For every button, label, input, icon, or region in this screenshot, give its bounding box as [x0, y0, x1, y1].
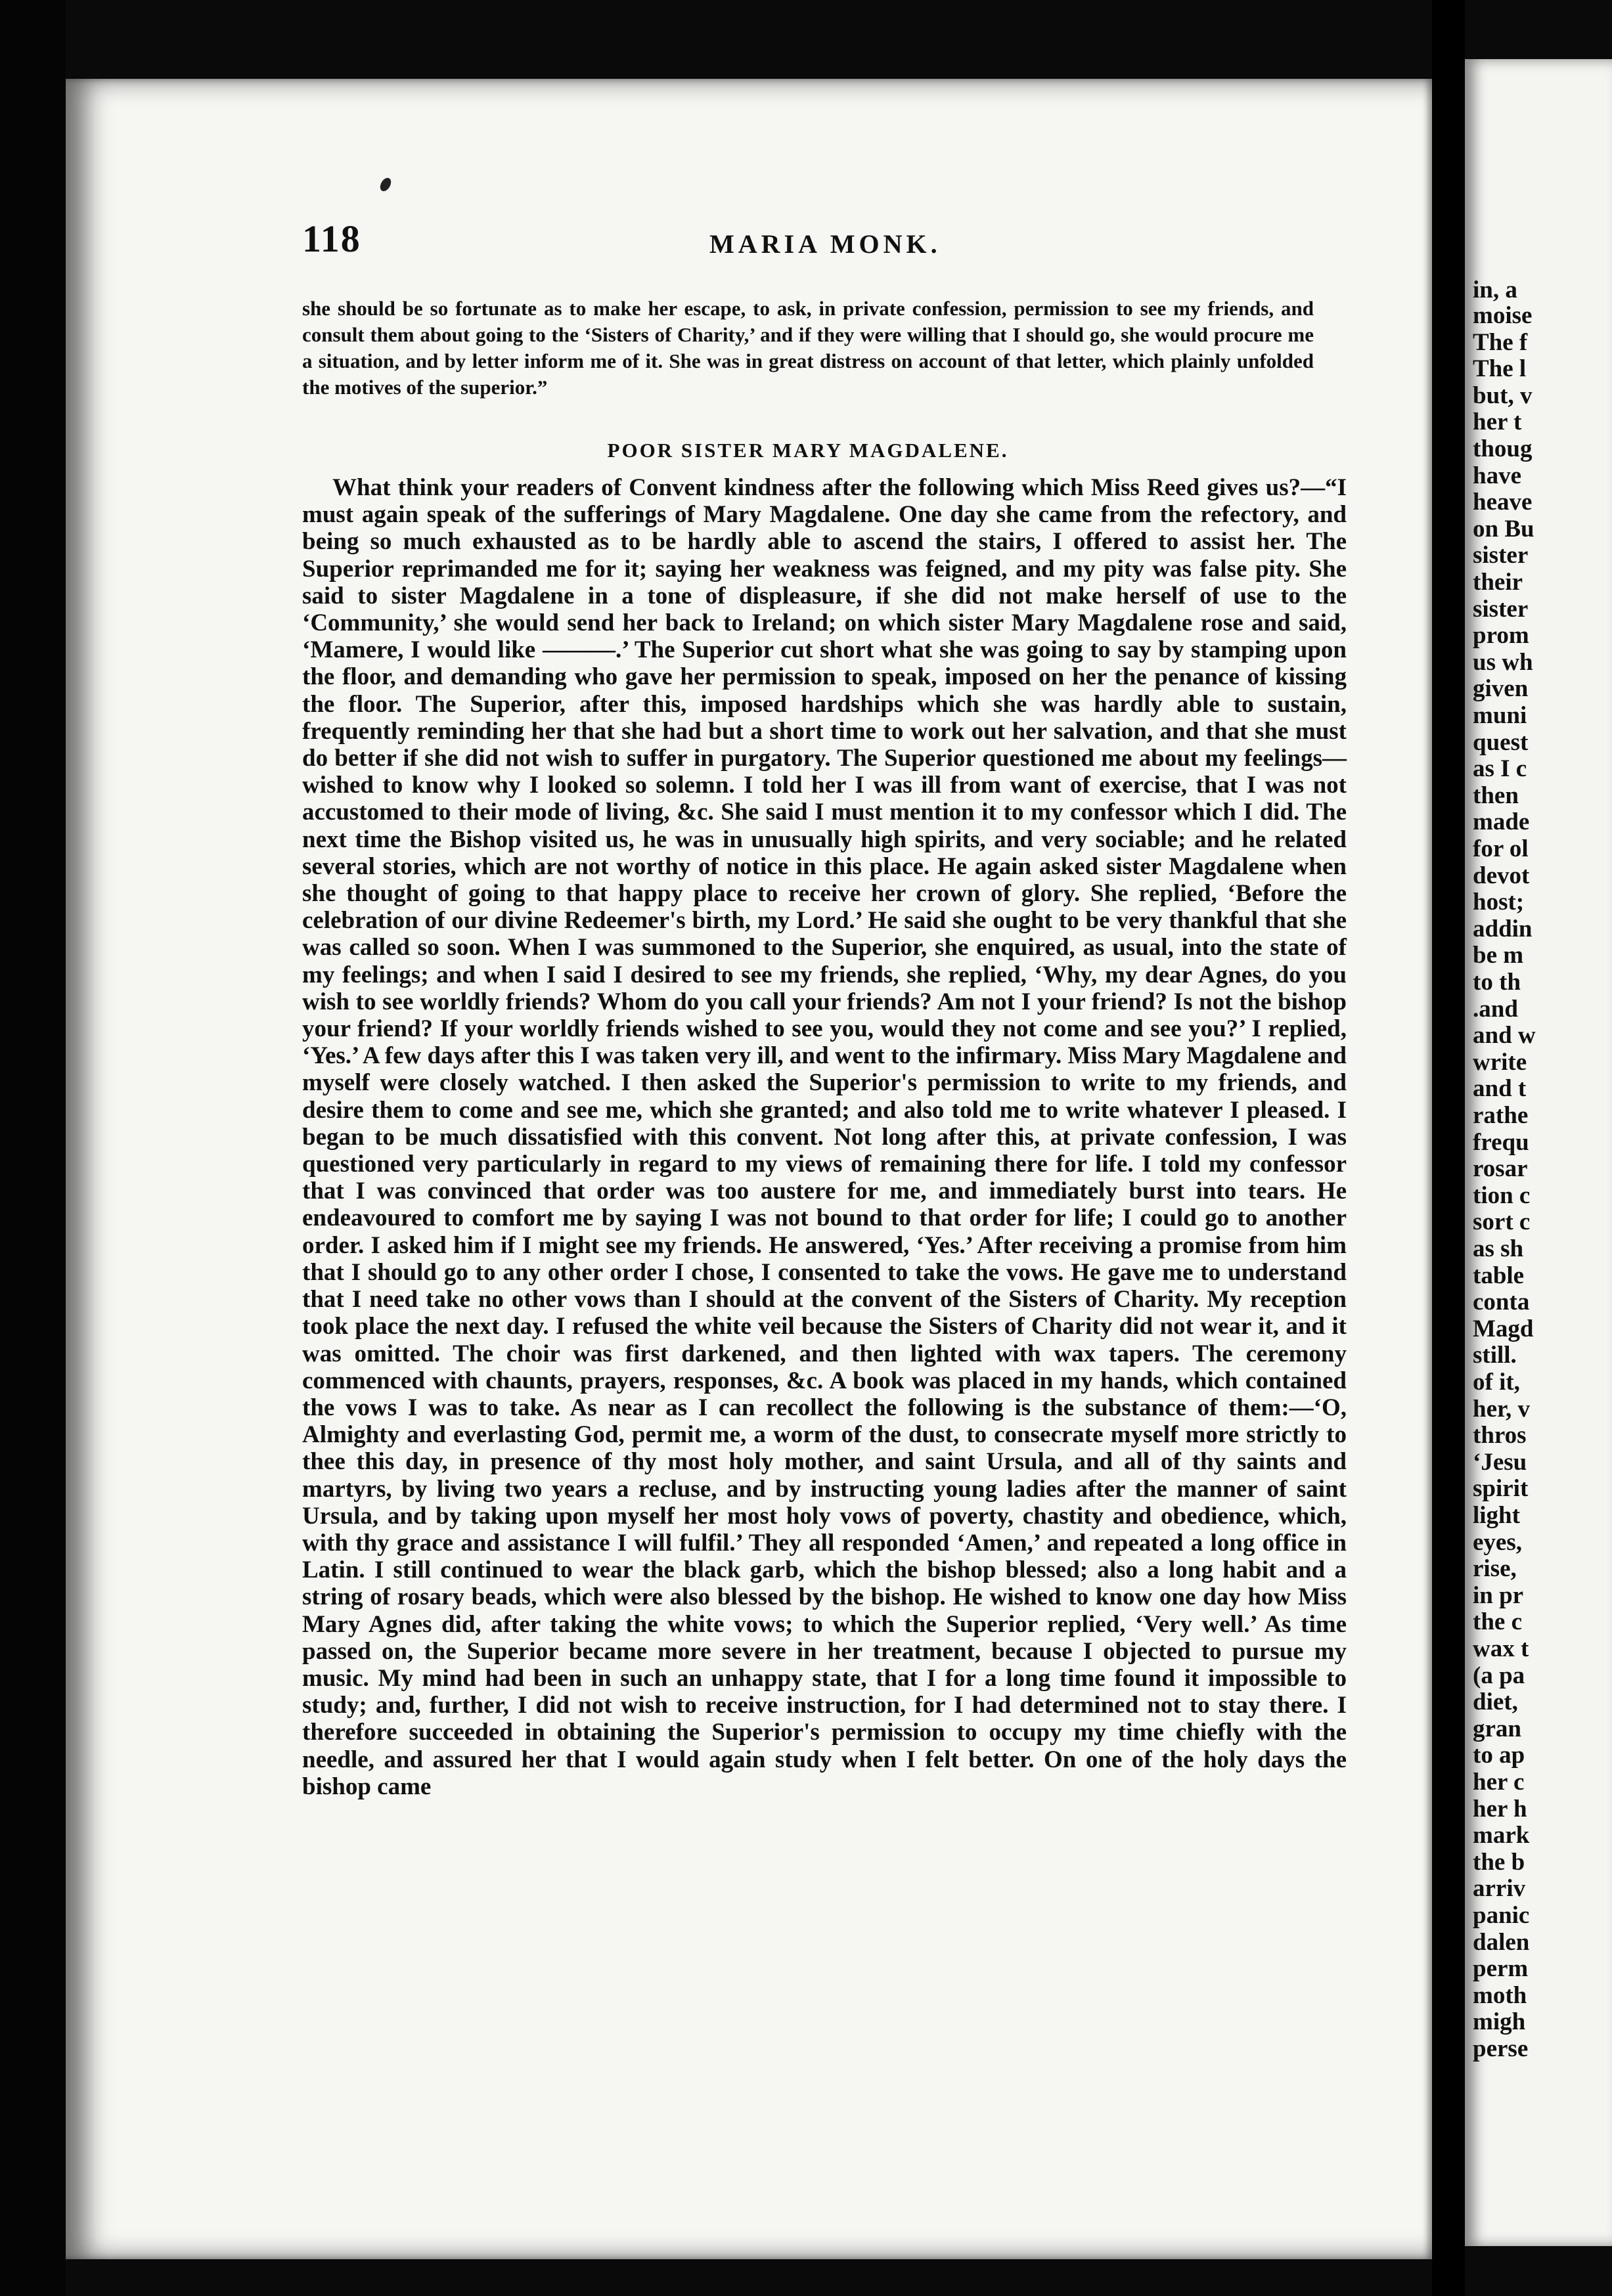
facing-page-line: her t — [1473, 408, 1522, 436]
facing-page-line: thros — [1473, 1422, 1527, 1449]
facing-page-line: write — [1473, 1048, 1527, 1076]
running-head: MARIA MONK. — [709, 229, 941, 259]
facing-page-line: for ol — [1473, 835, 1529, 862]
facing-page-line: perse — [1473, 2035, 1529, 2062]
facing-page-line: .and — [1473, 995, 1518, 1023]
book-gutter — [1432, 0, 1465, 2296]
facing-page-line: but, v — [1473, 382, 1533, 409]
facing-page-line: ‘Jesu — [1473, 1448, 1527, 1476]
facing-page-line: tion c — [1473, 1181, 1531, 1209]
facing-page-line: as sh — [1473, 1235, 1524, 1262]
body-paragraph: What think your readers of Convent kindness after the following which Miss Reed gives us?—“I must again speak of the sufferings of Mary Magdalene. One day she came from the refectory, and being so much exhausted as to be hardly able to ascend the stairs, I offered to assist her. The Superior reprimanded me for it; saying her weakness was feigned, and my pity was false pity. She said to sister Magdalene in a tone of displeasure, if she did not make herself of use to the ‘Community,’ she would send her back to Ireland; on which sister Mary Magdalene rose and said, ‘Mamere, I would like ———.’ The Superior cut short what she was going to say by stamping upon the floor, and demanding who gave her permission to speak, imposed on her the penance of kissing the floor. The Superior, after this, imposed hardships which she was hardly able to sustain, frequently reminding her that she had but a short time to work out her salvation, and that she must do better if she did not wish to suffer in purgatory. The Superior questioned me about my feelings—wished to know why I looked so solemn. I told her I was ill from want of exercise, that I was not accustomed to their mode of living, &c. She said I must mention it to my confessor which I did. The next time the Bishop visited us, he was in unusually high spirits, and very sociable; and he related several stories, which are not worthy of notice in this place. He again asked sister Magdalene when she thought of going to that happy place to receive her crown of glory. She replied, ‘Before the celebration of our divine Redeemer's birth, my Lord.’ He said she ought to be very thankful that she was called so soon. When I was summoned to the Superior, she enquired, as usual, into the state of my feelings; and when I said I desired to see my friends, she replied, ‘Why, my dear Agnes, do you wish to see worldly friends? Whom do you call your friends? Am not I your friend? Is not the bishop your friend? If your worldly friends wished to see you, would they not come and see you?’ I replied, ‘Yes.’ A few days after this I was taken very ill, and went to the infirmary. Miss Mary Magdalene and myself were closely watched. I then asked the Superior's permission to write to my friends, and desire them to come and see me, which she granted; and also told me to write whatever I pleased. I began to be much dissatisfied with this convent. Not long after this, at private confession, I was questioned very particularly in regard to my views of remaining there for life. I told my confessor that I was convinced that order was too austere for me, and immediately burst into tears. He endeavoured to comfort me by saying I was not bound to that order for life; I could go to another order. I asked him if I might see my friends. He answered, ‘Yes.’ After receiving a promise from him that I should go to any other order I chose, I consented to take the vows. He gave me to understand that I need take no other vows than I should at the convent of the Sisters of Charity. My reception took place the next day. I refused the white veil because the Sisters of Charity did not wear it, and it was omitted. The choir was first darkened, and then lighted with wax tapers. The ceremony commenced with chaunts, prayers, responses, &c. A book was placed in my hands, which contained the vows I was to take. As near as I can recollect the following is the substance of them:—‘O, Almighty and everlasting God, permit me, a worm of the dust, to consecrate myself more strictly to thee this day, in presence of thy most holy mother, and saint Ursula, and all of thy saints and martyrs, by living two years a recluse, and by instructing young ladies after the manner of saint Ursula, and by taking upon myself her most holy vows of poverty, chastity and obedience, which, with thy grace and assistance I will fulfil.’ They all responded ‘Amen,’ and repeated a long office in Latin. I still continued to wear the black garb, which the bishop blessed; also a long habit and a string of rosary beads, which were also blessed by the bishop. He wished to know one day how Miss Mary Agnes did, after taking the white vows; to which the Superior replied, ‘Very well.’ As time passed on, the Superior became more severe in her treatment, because I objected to pursue my music. My mind had been in such an unhappy state, that I for a long time found it impossible to study; and, further, I did not wish to receive instruction, for I had determined not to stay there. I therefore succeeded in obtaining the Superior's permission to occupy my time chiefly with the needle, and assured her that I would again study when I felt better. On one of the holy days the bishop came — [302, 474, 1347, 1800]
facing-page-line: and w — [1473, 1022, 1536, 1049]
facing-page-line: diet, — [1473, 1689, 1518, 1716]
facing-page-line: moth — [1473, 1981, 1527, 2009]
facing-page-line: mark — [1473, 1822, 1530, 1849]
facing-page-line: devot — [1473, 862, 1530, 889]
facing-page-line: prom — [1473, 622, 1529, 650]
facing-page-line: panic — [1473, 1902, 1530, 1929]
facing-page-line: her c — [1473, 1769, 1525, 1796]
facing-page-line: perm — [1473, 1955, 1529, 1983]
facing-page-line: The f — [1473, 328, 1528, 356]
facing-page-line: wax t — [1473, 1635, 1529, 1662]
facing-page-line: muni — [1473, 702, 1527, 729]
facing-page-line: migh — [1473, 2008, 1526, 2036]
facing-page-line: table — [1473, 1262, 1525, 1289]
facing-page-line: the c — [1473, 1608, 1522, 1636]
facing-page-line: spirit — [1473, 1475, 1529, 1503]
facing-page-line: heave — [1473, 489, 1533, 516]
facing-page-fragment: in, a — [1473, 276, 1517, 303]
facing-page-line: and t — [1473, 1075, 1527, 1103]
facing-page — [1465, 59, 1612, 2246]
facing-page-line: light — [1473, 1502, 1520, 1529]
facing-page-line: gran — [1473, 1715, 1521, 1742]
facing-page-line: to ap — [1473, 1742, 1525, 1769]
facing-page-line: her, v — [1473, 1395, 1531, 1423]
facing-page-line: be m — [1473, 942, 1524, 969]
page-number: 118 — [302, 217, 361, 260]
facing-page-line: to th — [1473, 969, 1521, 996]
facing-page-line: her h — [1473, 1795, 1527, 1822]
page-header — [302, 217, 1353, 269]
facing-page-line: have — [1473, 462, 1521, 489]
facing-page-line: the b — [1473, 1848, 1525, 1876]
facing-page-line: rise, — [1473, 1555, 1517, 1583]
facing-page-line: (a pa — [1473, 1662, 1525, 1689]
facing-page-line: their — [1473, 569, 1523, 596]
facing-page-line: in pr — [1473, 1581, 1524, 1609]
facing-page-line: on Bu — [1473, 515, 1534, 542]
facing-page-line: quest — [1473, 728, 1529, 756]
facing-page-line: conta — [1473, 1289, 1530, 1316]
facing-page-line: moise — [1473, 302, 1533, 329]
facing-page-line: still. — [1473, 1342, 1517, 1369]
scan-border-left — [0, 0, 66, 2296]
facing-page-line: addin — [1473, 915, 1533, 942]
section-heading: POOR SISTER MARY MAGDALENE. — [607, 439, 1009, 462]
facing-page-line: given — [1473, 675, 1529, 703]
facing-page-line: rathe — [1473, 1102, 1529, 1129]
facing-page-line: thoug — [1473, 435, 1533, 462]
facing-page-line: then — [1473, 782, 1519, 809]
facing-page-line: The l — [1473, 355, 1527, 383]
facing-page-line: eyes, — [1473, 1528, 1522, 1556]
facing-page-line: sister — [1473, 595, 1529, 623]
facing-page-line: us wh — [1473, 648, 1533, 676]
facing-page-line: sort c — [1473, 1208, 1531, 1236]
facing-page-line: of it, — [1473, 1369, 1520, 1396]
facing-page-line: host; — [1473, 889, 1525, 916]
facing-page-line: sister — [1473, 542, 1529, 569]
facing-page-line: Magd — [1473, 1315, 1534, 1342]
facing-page-line: rosar — [1473, 1155, 1528, 1183]
quoted-paragraph: she should be so fortunate as to make her escape, to ask, in private confession, permission to see my friends, and consult them about going to the ‘Sisters of Charity,’ and if they were willing that I should go, she would procure me a situation, and by letter inform me of it. She was in great distress on account of that letter, which plainly unfolded the motives of the superior.” — [302, 297, 1314, 399]
facing-page-line: made — [1473, 808, 1530, 836]
facing-page-line: frequ — [1473, 1128, 1529, 1156]
facing-page-line: as I c — [1473, 755, 1527, 783]
facing-page-line: arriv — [1473, 1875, 1526, 1903]
facing-page-line: dalen — [1473, 1928, 1530, 1956]
